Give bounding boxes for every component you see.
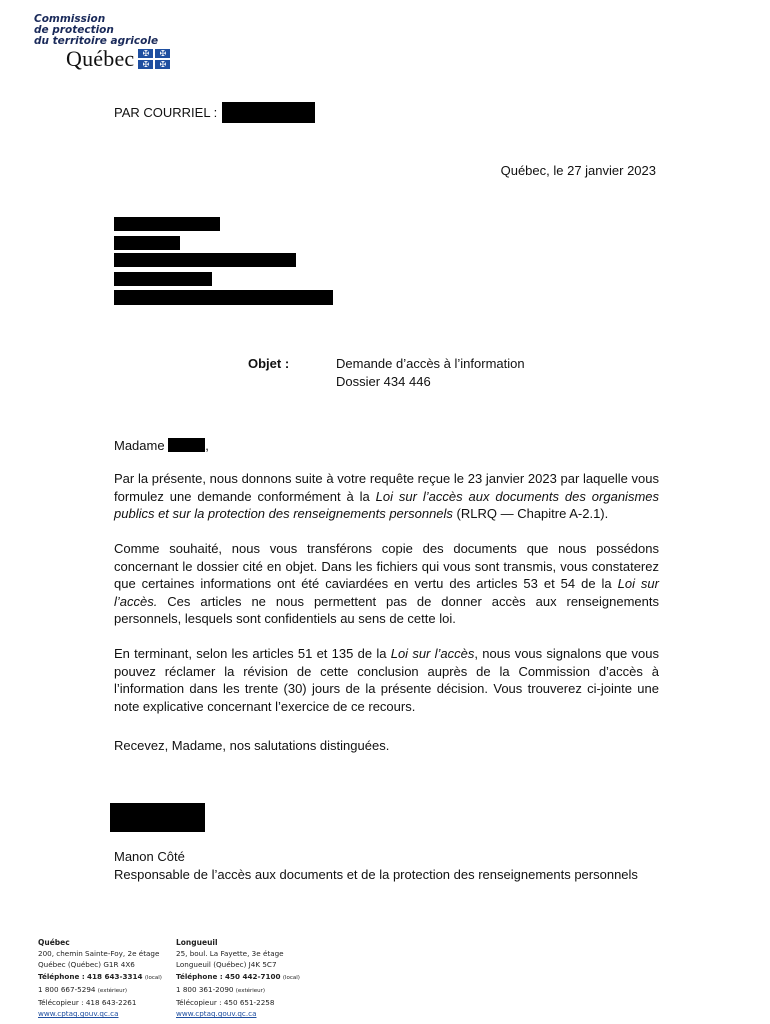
redacted-recipient-line: [114, 217, 220, 231]
footer-longueuil-phone: Téléphone : 450 442-7100 (local): [176, 971, 300, 981]
redacted-recipient-line: [114, 236, 180, 250]
footer-quebec-address-2: Québec (Québec) G1R 4X6: [38, 960, 135, 970]
footer-quebec-tollfree: 1 800 667-5294 (extérieur): [38, 984, 128, 994]
redacted-recipient-line: [114, 272, 212, 286]
subject-label: Objet :: [248, 356, 290, 371]
logo-line-3: du territoire agricole: [34, 35, 159, 47]
salutation: Madame ,: [114, 438, 209, 453]
footer-quebec-fax: Télécopieur : 418 643-2261: [38, 998, 137, 1008]
footer-longueuil-tollfree: 1 800 361-2090 (extérieur): [176, 984, 266, 994]
logo-line-1: Commission: [34, 13, 106, 25]
footer-quebec-website-link[interactable]: www.cptaq.gouv.qc.ca: [38, 1009, 119, 1019]
subject-line-2: Dossier 434 446: [336, 373, 431, 389]
delivery-label: PAR COURRIEL :: [114, 105, 218, 120]
redacted-recipient-line: [114, 290, 333, 305]
redacted-recipient-line: [114, 253, 296, 267]
footer-quebec-phone: Téléphone : 418 643-3314 (local): [38, 971, 162, 981]
footer-longueuil-address-1: 25, boul. La Fayette, 3e étage: [176, 949, 284, 959]
cptaq-logo: [34, 13, 167, 73]
paragraph-2: [114, 540, 659, 628]
paragraph-1-citation: (RLRQ — Chapitre A-2.1).: [452, 506, 609, 521]
footer-longueuil-website-link[interactable]: www.cptaq.gouv.qc.ca: [176, 1009, 257, 1019]
paragraph-3: [114, 645, 659, 715]
redacted-name: [168, 438, 205, 452]
paragraph-1-text: Par la présente, nous donnons suite à votre requête reçue le 23 janvier 2023 par laquelle vous formulez une demande conformément à la: [114, 471, 659, 504]
law-short-title: Loi sur l’accès: [390, 646, 475, 661]
subject-line-1: Demande d’accès à l’information: [336, 356, 525, 371]
paragraph-2-text: Comme souhaité, nous vous transférons copie des documents que nous possédons concernant le dossier cité en objet. Dans les fichiers qui vous sont transmis, vous constaterez que certaines informations ont été caviardées en vertu des articles 53 et 54 de la: [114, 541, 659, 591]
paragraph-1: [114, 470, 659, 523]
logo-line-2: de protection: [34, 24, 114, 36]
paragraph-3-text: En terminant, selon les articles 51 et 135 de la: [114, 646, 391, 661]
redacted-email: [222, 102, 315, 123]
salutation-text: Madame: [114, 438, 165, 453]
subject-block: [336, 355, 525, 390]
paragraph-2-text-end: Ces articles ne nous permettent pas de donner accès aux renseignements personnels, lesquels sont confidentiels au sens de cette loi.: [114, 593, 659, 626]
quebec-wordmark: Québec: [66, 46, 135, 71]
delivery-line: [114, 104, 217, 122]
signatory-title: Responsable de l’accès aux documents et de la protection des renseignements personnels: [114, 866, 638, 882]
footer-quebec-office: [38, 937, 162, 1019]
redacted-signature: [110, 803, 205, 832]
footer-longueuil-heading: Longueuil: [176, 938, 218, 947]
quebec-flag-icon: ✠ ✠ ✠ ✠: [138, 49, 170, 69]
signatory-name: Manon Côté: [114, 849, 185, 864]
footer-quebec-heading: Québec: [38, 938, 70, 947]
law-title: Loi sur l’accès aux documents des organismes publics et sur la protection des renseignements personnels: [114, 488, 659, 521]
letter-date: Québec, le 27 janvier 2023: [500, 163, 656, 178]
closing-paragraph: Recevez, Madame, nos salutations distinguées.: [114, 738, 390, 753]
footer-longueuil-office: [176, 937, 300, 1019]
law-short-title: Loi sur l’accès.: [114, 576, 659, 609]
signatory-block: [114, 848, 638, 883]
footer-longueuil-address-2: Longueuil (Québec) J4K 5C7: [176, 960, 277, 970]
footer-quebec-address-1: 200, chemin Sainte-Foy, 2e étage: [38, 949, 160, 959]
paragraph-3-text-end: , nous vous signalons que vous pouvez réclamer la révision de cette conclusion auprès de la Commission d’accès à l’information dans les trente (30) jours de la présente décision. Vous trouverez ci-jointe une note explicative concernant l’exercice de ce recours.: [114, 646, 659, 714]
footer-longueuil-fax: Télécopieur : 450 651-2258: [176, 998, 275, 1008]
